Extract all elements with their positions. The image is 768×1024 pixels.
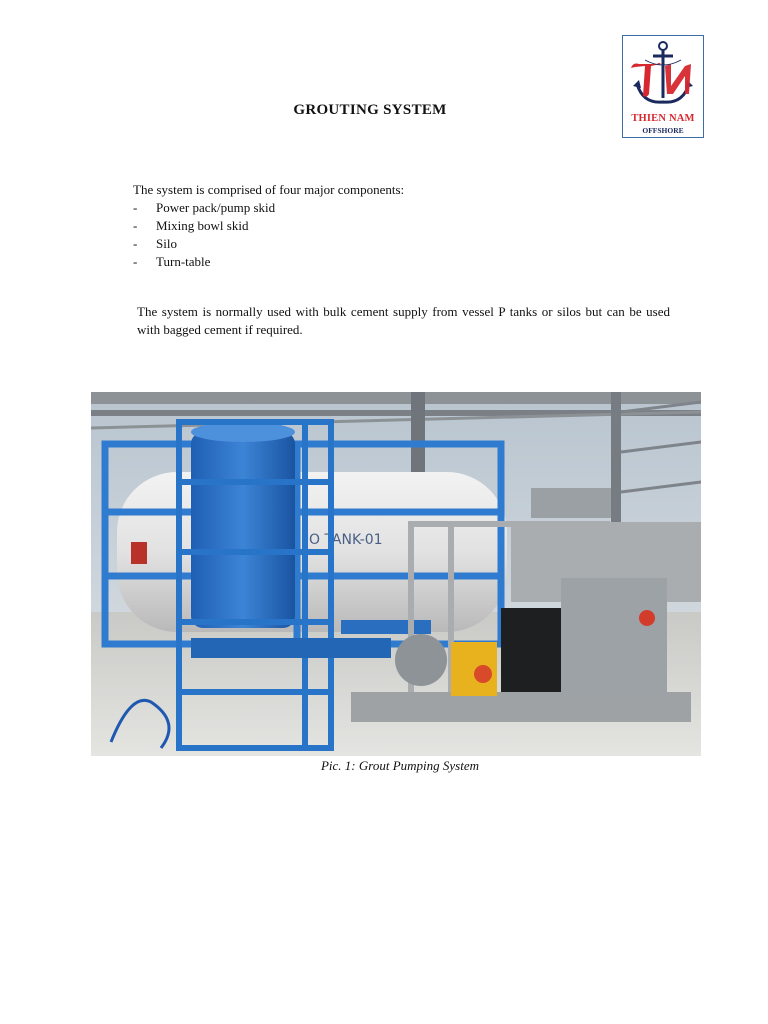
bullet-dash: - [133,200,138,215]
list-item-label: Turn-table [156,254,211,269]
bullet-dash: - [133,254,138,269]
intro-text: The system is comprised of four major components: [133,182,405,197]
list-item-label: Silo [156,236,177,251]
grout-pumping-system-photo [91,392,701,756]
page-title: GROUTING SYSTEM [293,102,447,118]
list-item [133,199,275,217]
logo-text-line2: OFFSHORE [642,126,684,135]
photo-illustration [91,392,701,756]
list-item [133,217,275,235]
bullet-dash: - [133,218,138,233]
photo-caption: Pic. 1: Grout Pumping System [320,758,480,773]
tank-label: O TANK-01 [309,532,383,548]
list-item [133,235,275,253]
company-logo [622,35,704,138]
list-item [133,253,275,271]
bullet-dash: - [133,236,138,251]
logo-text-line1: THIEN NAM [631,113,695,124]
list-item-label: Power pack/pump skid [156,200,276,215]
component-list [133,199,275,271]
list-item-label: Mixing bowl skid [156,218,249,233]
usage-paragraph: The system is normally used with bulk cement supply from vessel P tanks or silos but can be used with bagged cement if required. [137,304,670,337]
